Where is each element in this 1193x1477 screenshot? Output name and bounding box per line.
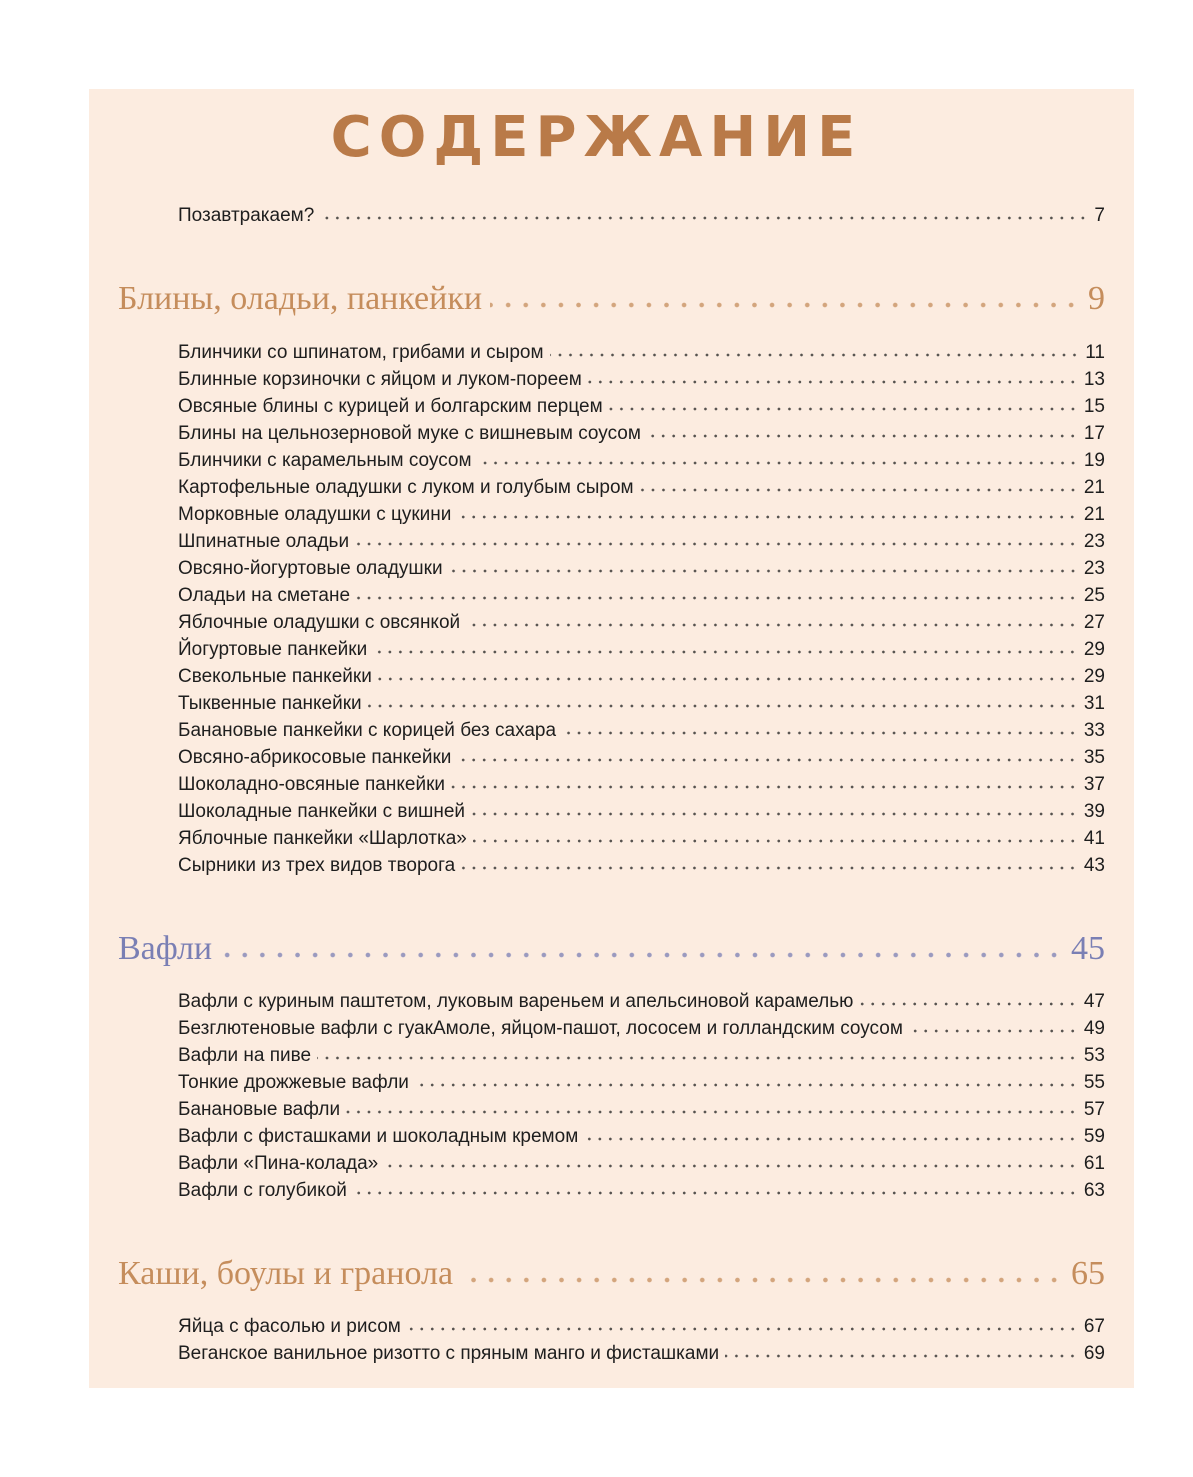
dot-leader [384, 1150, 1078, 1169]
toc-entry[interactable] [178, 1340, 1105, 1367]
toc-entry[interactable] [178, 582, 1105, 609]
dot-leader [588, 366, 1078, 385]
toc-entry-label: Блинчики со шпинатом, грибами и сыром [178, 342, 544, 363]
dot-leader [461, 852, 1078, 871]
dot-leader [473, 825, 1078, 844]
toc-entry-label: Йогуртовые панкейки [178, 639, 368, 660]
dot-leader [317, 1042, 1078, 1061]
section-page: 9 [1088, 280, 1105, 317]
toc-entry-page: 41 [1083, 828, 1105, 849]
toc-entry-page: 35 [1083, 747, 1105, 768]
toc-entry[interactable] [178, 1150, 1105, 1177]
toc-entry-page: 33 [1083, 720, 1105, 741]
toc-entry[interactable] [178, 474, 1105, 501]
toc-entry-page: 69 [1083, 1343, 1105, 1364]
toc-entry-page: 67 [1083, 1316, 1105, 1337]
toc-entry[interactable] [178, 1313, 1105, 1340]
toc-entry-label: Вафли с фисташками и шоколадным кремом [178, 1126, 579, 1147]
toc-entry-page: 61 [1083, 1153, 1105, 1174]
toc-entry[interactable] [178, 744, 1105, 771]
toc-entry[interactable] [178, 825, 1105, 852]
toc-entry-page: 7 [1094, 205, 1105, 226]
toc-entry-page: 37 [1083, 774, 1105, 795]
toc-entry-page: 11 [1085, 342, 1105, 363]
toc-entry[interactable] [178, 366, 1105, 393]
dot-leader [609, 393, 1078, 412]
toc-entry-label: Позавтракаем? [178, 205, 315, 226]
toc-entry[interactable] [178, 988, 1105, 1015]
toc-entry[interactable] [178, 501, 1105, 528]
toc-entry-page: 39 [1083, 801, 1105, 822]
dot-leader [647, 420, 1078, 439]
toc-entry-page: 21 [1083, 504, 1105, 525]
toc-entry-page: 47 [1083, 991, 1105, 1012]
toc-entry-label: Банановые панкейки с корицей без сахара [178, 720, 557, 741]
toc-entry-label: Вафли с голубикой [178, 1180, 347, 1201]
toc-entry-label: Овсяно-абрикосовые панкейки [178, 747, 452, 768]
toc-entry[interactable] [178, 528, 1105, 555]
section-title: Каши, боулы и гранола [118, 1255, 454, 1292]
toc-entry-label: Вафли на пиве [178, 1045, 312, 1066]
toc-entry-label: Тонкие дрожжевые вафли [178, 1072, 409, 1093]
dot-leader [471, 798, 1078, 817]
toc-entry-label: Яблочные оладушки с овсянкой [178, 612, 461, 633]
toc-entry-label: Овсяно-йогуртовые оладушки [178, 558, 443, 579]
toc-entry-label: Веганское ванильное ризотто с пряным манго и фисташками [178, 1343, 720, 1364]
toc-entry-page: 63 [1083, 1180, 1105, 1201]
toc-entry[interactable] [178, 609, 1105, 636]
toc-entry-page: 53 [1083, 1045, 1105, 1066]
toc-entry-label: Яйца с фасолью и рисом [178, 1316, 401, 1337]
toc-entry-label: Блинчики с карамельным соусом [178, 450, 472, 471]
dot-leader [859, 988, 1077, 1007]
toc-entry[interactable] [178, 420, 1105, 447]
dot-leader [378, 663, 1078, 682]
section-title: Вафли [118, 930, 213, 967]
dot-leader [550, 339, 1080, 358]
toc-entry[interactable] [178, 798, 1105, 825]
dot-leader [355, 528, 1078, 547]
toc-entry[interactable] [178, 555, 1105, 582]
toc-entry-label: Овсяные блины с курицей и болгарским перцем [178, 396, 603, 417]
toc-entry-label: Сырники из трех видов творога [178, 855, 456, 876]
section-page: 45 [1071, 930, 1105, 967]
toc-entry-page: 13 [1083, 369, 1105, 390]
section-heading-pancakes[interactable] [118, 275, 1105, 319]
section-page: 65 [1071, 1255, 1105, 1292]
toc-entry-label: Картофельные оладушки с луком и голубым сыром [178, 477, 634, 498]
dot-leader [346, 1096, 1078, 1115]
toc-entry-page: 29 [1083, 639, 1105, 660]
toc-entry[interactable] [178, 1015, 1105, 1042]
toc-entry-page: 49 [1083, 1018, 1105, 1039]
toc-entry-label: Свекольные панкейки [178, 666, 372, 687]
dot-leader [490, 275, 1080, 309]
toc-entry-label: Вафли с куриным паштетом, луковым вареньем и апельсиновой карамелью [178, 991, 854, 1012]
dot-leader [461, 1250, 1063, 1284]
toc-entry-label: Яблочные панкейки «Шарлотка» [178, 828, 467, 849]
toc-entry[interactable] [178, 1123, 1105, 1150]
dot-leader [451, 771, 1078, 790]
dot-leader [584, 1123, 1078, 1142]
toc-entry-page: 25 [1083, 585, 1105, 606]
page-title: СОДЕРЖАНИЕ [330, 105, 863, 170]
dot-leader [353, 1177, 1078, 1196]
toc-entry-page: 17 [1083, 423, 1105, 444]
toc-entry[interactable] [178, 771, 1105, 798]
dot-leader [562, 717, 1078, 736]
dot-leader [466, 609, 1078, 628]
toc-entry-page: 23 [1083, 531, 1105, 552]
toc-entry-page: 23 [1083, 558, 1105, 579]
toc-entry-label: Тыквенные панкейки [178, 693, 362, 714]
toc-entry-label: Шоколадно-овсяные панкейки [178, 774, 445, 795]
toc-entry[interactable] [178, 1096, 1105, 1123]
toc-entry-page: 21 [1083, 477, 1105, 498]
toc-entry-page: 31 [1083, 693, 1105, 714]
toc-entry[interactable] [178, 1042, 1105, 1069]
toc-entry-page: 27 [1083, 612, 1105, 633]
dot-leader [449, 555, 1078, 574]
toc-entry-page: 15 [1083, 396, 1105, 417]
section-heading-porridges[interactable] [118, 1250, 1105, 1294]
dot-leader [407, 1313, 1078, 1332]
toc-entry-page: 29 [1083, 666, 1105, 687]
toc-entry-label: Безглютеновые вафли с гуакАмоле, яйцом-пашот, лососем и голландским соусом [178, 1018, 903, 1039]
toc-entry[interactable] [178, 1069, 1105, 1096]
dot-leader [640, 474, 1078, 493]
dot-leader [478, 447, 1078, 466]
toc-entry[interactable] [178, 447, 1105, 474]
toc-entry-label: Морковные оладушки с цукини [178, 504, 452, 525]
dot-leader [909, 1015, 1078, 1034]
toc-entry-page: 55 [1083, 1072, 1105, 1093]
toc-entry-label: Вафли «Пина-колада» [178, 1153, 379, 1174]
toc-entry[interactable] [178, 852, 1105, 879]
toc-entry[interactable] [178, 717, 1105, 744]
dot-leader [373, 636, 1078, 655]
toc-entry[interactable] [178, 339, 1105, 366]
toc-entry-label: Шпинатные оладьи [178, 531, 350, 552]
toc-entry[interactable] [178, 636, 1105, 663]
dot-leader [415, 1069, 1078, 1088]
toc-entry-page: 43 [1083, 855, 1105, 876]
toc-entry-label: Оладьи на сметане [178, 585, 351, 606]
dot-leader [457, 501, 1077, 520]
toc-entry[interactable] [178, 393, 1105, 420]
toc-entry-label: Шоколадные панкейки с вишней [178, 801, 466, 822]
toc-entry-page: 57 [1083, 1099, 1105, 1120]
toc-entry[interactable] [178, 1177, 1105, 1204]
dot-leader [320, 202, 1088, 221]
toc-entry-page: 19 [1083, 450, 1105, 471]
toc-entry[interactable] [178, 663, 1105, 690]
dot-leader [725, 1340, 1078, 1359]
dot-leader [368, 690, 1078, 709]
toc-entry-intro[interactable] [178, 202, 1105, 229]
section-heading-waffles[interactable] [118, 925, 1105, 969]
dot-leader [220, 925, 1063, 959]
dot-leader [356, 582, 1078, 601]
toc-entry[interactable] [178, 690, 1105, 717]
toc-entry-label: Блинные корзиночки с яйцом и луком-пореем [178, 369, 582, 390]
section-title: Блины, оладьи, панкейки [118, 280, 483, 317]
toc-entry-label: Блины на цельнозерновой муке с вишневым соусом [178, 423, 641, 444]
dot-leader [457, 744, 1077, 763]
toc-entry-page: 59 [1083, 1126, 1105, 1147]
toc-entry-label: Банановые вафли [178, 1099, 341, 1120]
